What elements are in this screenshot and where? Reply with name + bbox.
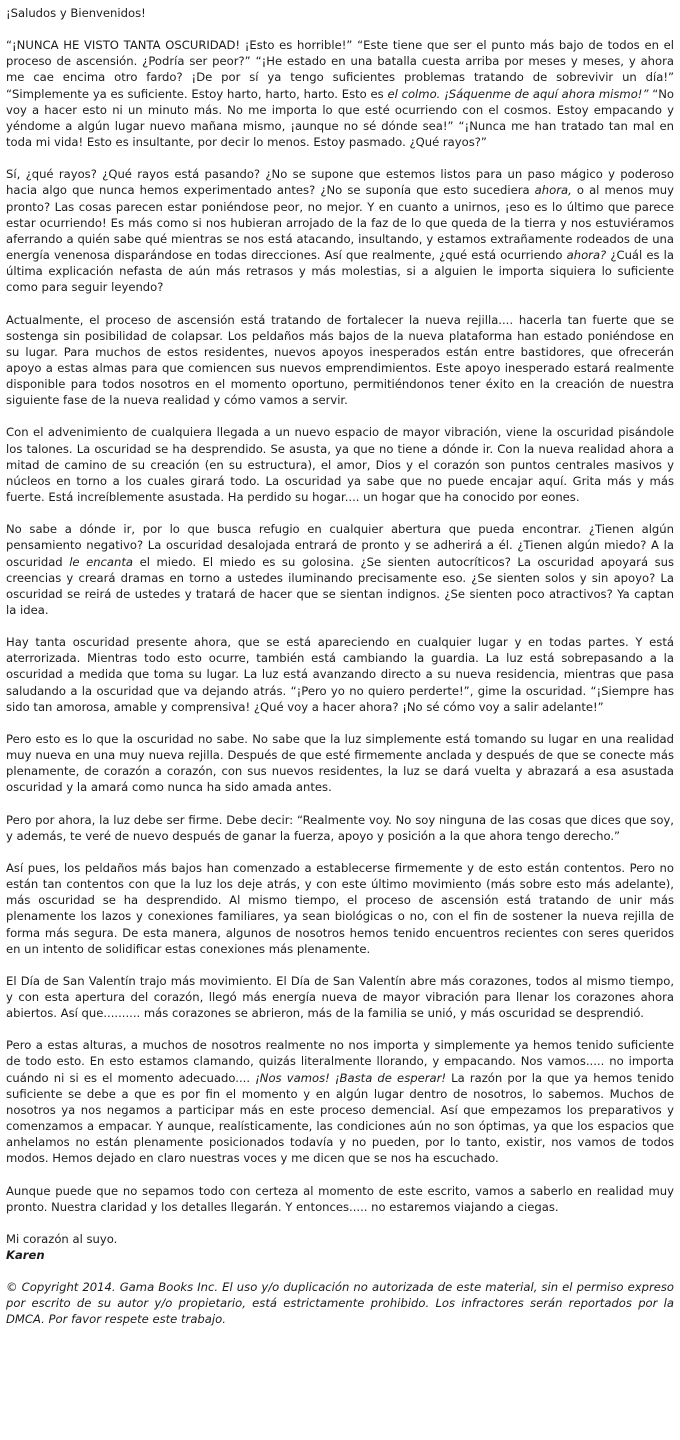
- copyright-notice: © Copyright 2014. Gama Books Inc. El uso y/o duplicación no autorizada de este material, sin el permiso expreso por escrito de su autor y/o propietario, está estrictamente prohibido. Los infractores serán reportados por la DMCA. Por favor respete este trabajo.: [6, 1280, 674, 1327]
- paragraph-2-italic-ahora-q: ahora?: [566, 248, 607, 263]
- paragraph-4: Con el advenimiento de cualquiera llegada a un nuevo espacio de mayor vibración, viene la oscuridad pisándole los talones. La oscuridad se ha desprendido. Se asusta, ya que no tiene a dónde ir. Con la nueva realidad ahora a mitad de camino de su creación (en su estructura), el amor, Dios y el corazón son puntos centrales masivos y núcleos en torno a los cuales girará todo. La oscuridad ya sabe que no puede encajar aquí. Grita más y más fuerte. Está increíblemente asustada. Ha perdido su hogar.... un hogar que ha conocido por eones.: [6, 425, 674, 505]
- paragraph-11-text-c: La razón por la que ya hemos tenido suficiente se debe a que es por fin el momento y en algún lugar dentro de nosotros, lo sabemos. Muchos de nosotros ya nos negamos a participar más en este proceso demencial. Así que empezamos los preparativos y comenzamos a empacar. Y aunque, realísticamente, las condiciones aún no son óptimas, ya que los espacios que anhelamos no están plenamente posicionados todavía y no pueden, por lo tanto, existir, nos vamos de todos modos. Hemos dejado en claro nuestras voces y me dicen que se nos ha escuchado.: [6, 1070, 675, 1166]
- closing-line: Mi corazón al suyo.: [6, 1231, 118, 1246]
- paragraph-1: [6, 37, 674, 150]
- paragraph-11-text-a: Pero a estas alturas, a muchos de nosotros realmente no nos importa y simplemente ya hemos tenido suficiente de todo esto. En esto estamos clamando, quizás literalmente llorando, y empacando. Nos vamos..... no importa cuándo ni si es el momento adecuado....: [6, 1038, 674, 1085]
- paragraph-11: [6, 1037, 674, 1166]
- paragraph-6-text: Hay tanta oscuridad presente ahora, que se está apareciendo en cualquier lugar y en todas partes. Y está aterrorizada. Mientras todo esto ocurre, también está cambiando la guardia. La luz está sobrepasando a la oscuridad a medida que toma su lugar. La luz está avanzando directo a su nueva residencia, mientras que pasa saludando a la oscuridad que va dejando atrás. “¡Pero yo no quiero perderte!”, gime la oscuridad. “¡Siempre has sido tan amorosa, amable y comprensiva! ¿Qué voy a hacer ahora? ¡No sé cómo voy a salir adelante!”: [6, 635, 674, 714]
- paragraph-5-text-c: el miedo. El miedo es su golosina. ¿Se sienten autocríticos? La oscuridad apoyará sus creencias y creará dramas en torno a ustedes iluminando precisamente eso. ¿Se sienten solos y sin apoyo? La oscuridad se reirá de ustedes y tratará de hacer que se sientan indignos. ¿Se sienten poco atractivos? Ya captan la idea.: [6, 554, 675, 617]
- paragraph-1-text-a: “¡NUNCA HE VISTO TANTA OSCURIDAD! ¡Esto es horrible!” “Este tiene que ser el punto más bajo de todos en el proceso de ascensión. ¿Podría ser peor?” “¡He estado en una batalla cuesta arriba por meses y meses, y ahora me cae encima otro fardo? ¡De por sí ya tengo suficientes problemas tratando de sobrevivir un día!” “Simplemente ya es suficiente. Estoy harto, harto, harto. Esto es: [6, 38, 674, 101]
- paragraph-8: Pero por ahora, la luz debe ser firme. Debe decir: “Realmente voy. No soy ninguna de las cosas que dices que soy, y además, te veré de nuevo después de ganar la fuerza, apoyo y posición a la que ahora tengo derecho.”: [6, 812, 674, 843]
- paragraph-5-italic: le encanta: [69, 554, 134, 569]
- paragraph-5: [6, 521, 674, 618]
- paragraph-2: [6, 166, 674, 295]
- paragraph-1-text-c: “No voy a hacer esto ni un minuto más. No me importa lo que esté ocurriendo con el cosmos. Estoy empacando y yéndome a algún lugar nuevo mañana mismo, ¡aunque no sé dónde sea!” “¡Nunca me han tratado tan mal en toda mi vida! Esto es insultante, por decir lo menos. Estoy pasmado. ¿Qué rayos?”: [6, 86, 674, 150]
- paragraph-5-text-a: No sabe a dónde ir, por lo que busca refugio en cualquier abertura que pueda encontrar. ¿Tienen algún pensamiento negativo? La oscuridad desalojada entrará de pronto y se adherirá a él. ¿Tienen algún miedo? A la oscuridad: [6, 522, 674, 569]
- paragraph-11-italic: ¡Nos vamos! ¡Basta de esperar!: [255, 1070, 447, 1085]
- greeting: ¡Saludos y Bienvenidos!: [6, 6, 146, 20]
- paragraph-6: [6, 634, 674, 715]
- paragraph-1-italic: el colmo. ¡Sáquenme de aquí ahora mismo!”: [387, 86, 649, 101]
- paragraph-9: Así pues, los peldaños más bajos han comenzado a establecerse firmemente y de esto están contentos. Pero no están tan contentos con que la luz los deje atrás, y con este último movimiento (más sobre esto más adelante), más oscuridad se ha desprendido. Al mismo tiempo, el proceso de ascensión está tratando de unir más plenamente los lazos y conexiones familiares, ya sean biológicas o no, con el fin de sostener la nueva rejilla de forma más segura. De esta manera, algunos de nosotros hemos tenido encuentros recientes con seres queridos en un intento de solidificar estas conexiones más plenamente.: [6, 860, 674, 956]
- paragraph-10: El Día de San Valentín trajo más movimiento. El Día de San Valentín abre más corazones, todos al mismo tiempo, y con esta apertura del corazón, llegó más energía nueva de mayor vibración para llenar los corazones ahora abiertos. Así que.......... más corazones se abrieron, más de la familia se unió, y más oscuridad se desprendió.: [6, 973, 674, 1021]
- paragraph-2-text-c: o al menos muy pronto? Las cosas parecen estar poniéndose peor, no mejor. Y en cuanto a unirnos, ¡eso es lo último que parece estar ocurriendo! Es más como si nos hubieran arrojado de la faz de lo que queda de la tierra y nos estuviéramos aferrando a quién sabe qué mientras se nos está atacando, insultando, y estamos extrañamente rodeados de una energía venenosa disparándose en todas direcciones. Así que realmente, ¿qué está ocurriendo: [6, 183, 674, 263]
- signature: Karen: [6, 1248, 45, 1262]
- paragraph-2-text-a: Sí, ¿qué rayos? ¿Qué rayos está pasando? ¿No se supone que estemos listos para un paso mágico y poderoso hacia algo que nunca hemos experimentado antes? ¿No se suponía que esto sucediera: [6, 167, 674, 198]
- paragraph-7: Pero esto es lo que la oscuridad no sabe. No sabe que la luz simplemente está tomando su lugar en una realidad muy nueva en una muy nueva rejilla. Después de que esté firmemente anclada y después de que se conecte más plenamente, de corazón a corazón, con sus nuevos residentes, la luz se dará vuelta y abrazará a esa asustada oscuridad y la amará como nunca ha sido amada antes.: [6, 731, 674, 795]
- paragraph-12: Aunque puede que no sepamos todo con certeza al momento de este escrito, vamos a saberlo en realidad muy pronto. Nuestra claridad y los detalles llegarán. Y entonces..... no estaremos viajando a ciegas.: [6, 1183, 674, 1214]
- paragraph-2-italic-ahora: ahora,: [534, 183, 572, 198]
- paragraph-3: Actualmente, el proceso de ascensión está tratando de fortalecer la nueva rejilla.... hacerla tan fuerte que se sostenga sin posibilidad de colapsar. Los peldaños más bajos de la nueva plataforma han estado poniéndose en su lugar. Para muchos de estos residentes, nuevos apoyos inesperados están entre bastidores, que ofrecerán apoyo a estas almas para que comiencen sus nuevos emprendimientos. Este apoyo inesperado estará realmente disponible para todos nosotros en el momento oportuno, permitiéndonos tener éxito en la creación de nuestra siguiente fase de la nueva realidad y cómo vamos a servir.: [6, 312, 674, 408]
- paragraph-2-text-e: ¿Cuál es la última explicación nefasta de aún más retrasos y más molestias, si a alguien le importa siquiera lo suficiente como para seguir leyendo?: [6, 248, 674, 295]
